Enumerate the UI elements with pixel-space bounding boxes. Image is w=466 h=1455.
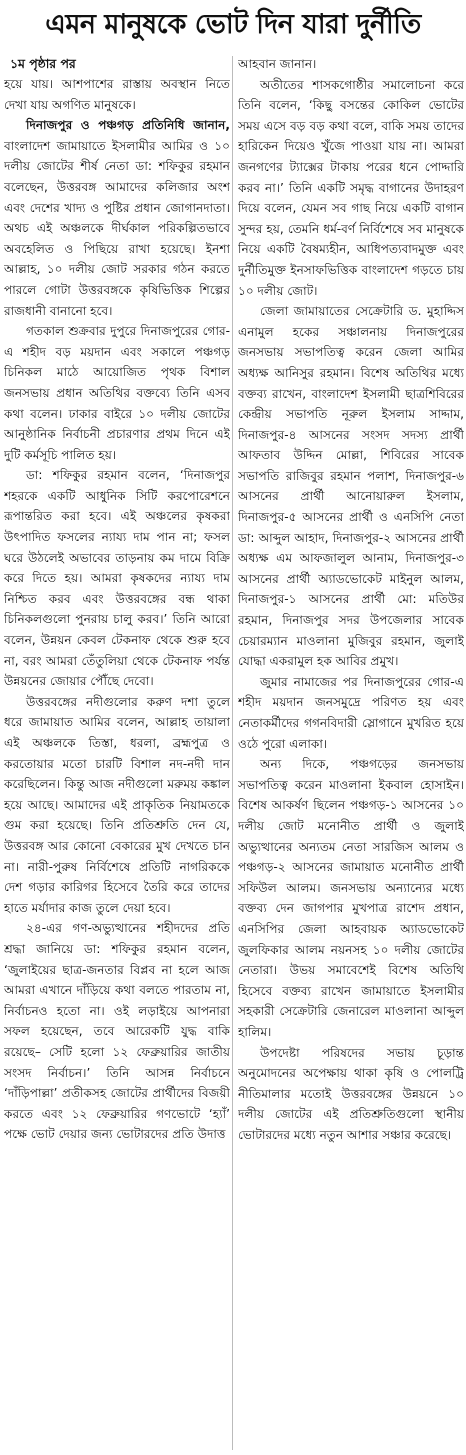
paragraph: ২৪-এর গণ-অভ্যুত্থানের শহীদদের প্রতি শ্রদ্ধা জানিয়ে ডা: শফিকুর রহমান বলেন, ‘জুলাইয়ের ছাত্র-জনতার বিপ্লব না হলে আজ আমরা এখানে দাঁড়িয়ে কথা বলতে পারতাম না, নির্বাচনও হতো না। ওই লড়াইয়ে আপনারা সফল হয়েছেন, তবে আরেকটি যুদ্ধ বাকি রয়েছে– সেটি হলো ১২ ফেব্রুয়ারির জাতীয় সংসদ নির্বাচন।’ তিনি আসন্ন নির্বাচনে ‘দাঁড়িপাল্লা’ প্রতীকসহ জোটের প্রার্থীদের বিজয়ী করতে এবং ১২ ফেব্রুয়ারির গণভোটে ‘হ্যাঁ’ পক্ষে ভোট দেয়ার জন্য ভোটারদের প্রতি উদাত্ত [4, 921, 230, 1142]
paragraph: গতকাল শুক্রবার দুপুরে দিনাজপুরের গোর-এ শহীদ বড় ময়দান এবং সকালে পঞ্চগড় চিনিকল মাঠে আয়োজিত পৃথক বিশাল জনসভায় প্রধান অতিথির বক্তব্যে তিনি এসব কথা বলেন। ঢাকার বাইরে ১০ দলীয় জোটের আনুষ্ঠানিক নির্বাচনী প্রচারণার প্রথম দিনে এই দুটি কর্মসূচি পালিত হয়। [4, 324, 230, 462]
continuation-label: ১ম পৃষ্ঠার পর [10, 56, 76, 71]
paragraph: জেলা জামায়াতের সেক্রেটারি ড. মুহাদ্দিস এনামুল হকের সঞ্চালনায় দিনাজপুরের জনসভায় সভাপতিত্ব করেন জেলা আমির অধ্যক্ষ আনিসুর রহমান। বিশেষ অতিথির মধ্যে বক্তব্য রাখেন, বাংলাদেশ ইসলামী ছাত্রশিবিরের কেন্দ্রীয় সভাপতি নূরুল ইসলাম সাদ্দাম, দিনাজপুর-৪ আসনের সংসদ সদস্য প্রার্থী আফতাব উদ্দিন মোল্লা, শিবিরের সাবেক সভাপতি রাজিবুর রহমান পলাশ, দিনাজপুর-৬ আসনের প্রার্থী আনোয়ারুল ইসলাম, দিনাজপুর-৫ আসনের প্রার্থী ও এনসিপি নেতা ডা: আব্দুল আহাদ, দিনাজপুর-২ আসনের প্রার্থী অধ্যক্ষ এম আফজালুল আনাম, দিনাজপুর-৩ আসনের প্রার্থী অ্যাডভোকেট মাইনুল আলম, দিনাজপুর-১ আসনের প্রার্থী মো: মতিউর রহমান, দিনাজপুর সদর উপজেলার সাবেক চেয়ারম্যান মাওলানা মুজিবুর রহমান, জুলাই যোদ্ধা একরামুল হক আবির প্রমুখ। [238, 304, 464, 669]
paragraph-body: বাংলাদেশ জামায়াতে ইসলামীর আমির ও ১০ দলীয় জোটের শীর্ষ নেতা ডা: শফিকুর রহমান বলেছেন, উত্তরবঙ্গ আমাদের কলিজার অংশ এবং দেশের খাদ্য ও পুষ্টির প্রধান জোগানদাতা। অথচ এই অঞ্চলকে দীর্ঘকাল পরিকল্পিতভাবে অবহেলিত ও পিছিয়ে রাখা হয়েছে। ইনশা আল্লাহ, ১০ দলীয় জোট সরকার গঠন করতে পারলে গোটা উত্তরবঙ্গকে কৃষিভিত্তিক শিল্পের রাজধানী বানানো হবে। [4, 138, 230, 318]
headline: এমন মানুষকে ভোট দিন যারা দুর্নীতি [45, 9, 421, 40]
paragraph: উত্তরবঙ্গের নদীগুলোর করুণ দশা তুলে ধরে জামায়াত আমির বলেন, আল্লাহ তায়ালা এই অঞ্চলকে তিস্তা, ধরলা, ব্রহ্মপুত্র ও করতোয়ার মতো চারটি বিশাল নদ-নদী দান করেছিলেন। কিন্তু আজ নদীগুলো মরুময় কঙ্কাল হয়ে আছে। আমাদের এই প্রাকৃতিক নিয়ামতকে গুম করা হয়েছে। তিনি প্রতিশ্রুতি দেন যে, উত্তরবঙ্গ আর কোনো বেকারের মুখ দেখতে চান না। নারী-পুরুষ নির্বিশেষে প্রতিটি নাগরিককে দেশ গড়ার কারিগর হিসেবে তৈরি করে তাদের হাতে মর্যাদার কাজ তুলে দেয়া হবে। [4, 694, 230, 915]
dateline: দিনাজপুর ও পঞ্চগড় প্রতিনিধি জানান, [26, 118, 230, 133]
paragraph: আহবান জানান। [238, 57, 317, 71]
article-column-right [238, 54, 464, 1452]
column-divider [232, 56, 233, 1450]
paragraph: জুমার নামাজের পর দিনাজপুরের গোর-এ শহীদ ময়দান জনসমুদ্রে পরিণত হয় এবং নেতাকর্মীদের গগনবিদারী স্লোগানে মুখরিত হয়ে ওঠে পুরো এলাকা। [238, 674, 464, 751]
paragraph: উপদেষ্টা পরিষদের সভায় চূড়ান্ত অনুমোদনের অপেক্ষায় থাকা কৃষি ও পোলট্রি নীতিমালার মতোই উত্তরবঙ্গের উন্নয়নে ১০ দলীয় জোটের এই প্রতিশ্রুতিগুলো স্থানীয় ভোটারদের মধ্যে নতুন আশার সঞ্চার করেছে। [238, 1045, 464, 1142]
paragraph: অতীতের শাসকগোষ্ঠীর সমালোচনা করে তিনি বলেন, ‘কিছু বসন্তের কোকিল ভোটের সময় এসে বড় বড় কথা বলে, বাকি সময় তাদের হারিকেন দিয়েও খুঁজে পাওয়া যায় না। আমরা জনগণের ট্যাক্সের টাকায় পরের ধনে পোদ্দারি করব না।’ তিনি একটি সমৃদ্ধ বাগানের উদাহরণ দিয়ে বলেন, যেমন সব গাছ নিয়ে একটি বাগান সুন্দর হয়, তেমনি ধর্ম-বর্ণ নির্বিশেষে সব মানুষকে নিয়ে একটি বৈষম্যহীন, আধিপত্যবাদমুক্ত এবং দুর্নীতিমুক্ত ইনসাফভিত্তিক বাংলাদেশ গড়তে চায় ১০ দলীয় জোট। [238, 77, 464, 298]
article-column-left [4, 54, 230, 1452]
paragraph: অন্য দিকে, পঞ্চগড়ের জনসভায় সভাপতিত্ব করেন মাওলানা ইকবাল হোসাইন। বিশেষ আকর্ষণ ছিলেন পঞ্চগড়-১ আসনের ১০ দলীয় জোট মনোনীত প্রার্থী ও জুলাই অভ্যুত্থানের অন্যতম নেতা সারজিস আলম ও পঞ্চগড়-২ আসনের জামায়াত মনোনীত প্রার্থী সফিউল আলম। জনসভায় অন্যান্যের মধ্যে বক্তব্য দেন জাগপার মুখপাত্র রাশেদ প্রধান, এনসিপির জেলা আহবায়ক অ্যাডভোকেট জুলফিকার আলম নয়নসহ ১০ দলীয় জোটের নেতারা। উভয় সমাবেশেই বিশেষ অতিথি হিসেবে বক্তব্য রাখেন জামায়াতে ইসলামীর সহকারী সেক্রেটারি জেনারেল মাওলানা আব্দুল হালিম। [238, 757, 464, 1039]
paragraph: ডা: শফিকুর রহমান বলেন, ‘দিনাজপুর শহরকে একটি আধুনিক সিটি করপোরেশনে রূপান্তরিত করা হবে। এই অঞ্চলের কৃষকরা উৎপাদিত ফসলের ন্যায্য দাম পান না; ফসল ঘরে উঠলেই অভাবের তাড়নায় কম দামে বিক্রি করে দিতে হয়। আমরা কৃষকদের ন্যায্য দাম নিশ্চিত করব এবং উত্তরবঙ্গের বন্ধ থাকা চিনিকলগুলো পুনরায় চালু করব।’ তিনি আরো বলেন, উন্নয়ন কেবল টেকনাফ থেকে শুরু হবে না, বরং আমরা তেঁতুলিয়া থেকে টেকনাফ পর্যন্ত উন্নয়নের জোয়ার পৌঁছে দেবো। [4, 468, 230, 689]
paragraph: হয়ে যায়। আশপাশের রাস্তায় অবস্থান নিতে দেখা যায় অগণিত মানুষকে। [4, 77, 230, 112]
paragraph [4, 115, 230, 321]
